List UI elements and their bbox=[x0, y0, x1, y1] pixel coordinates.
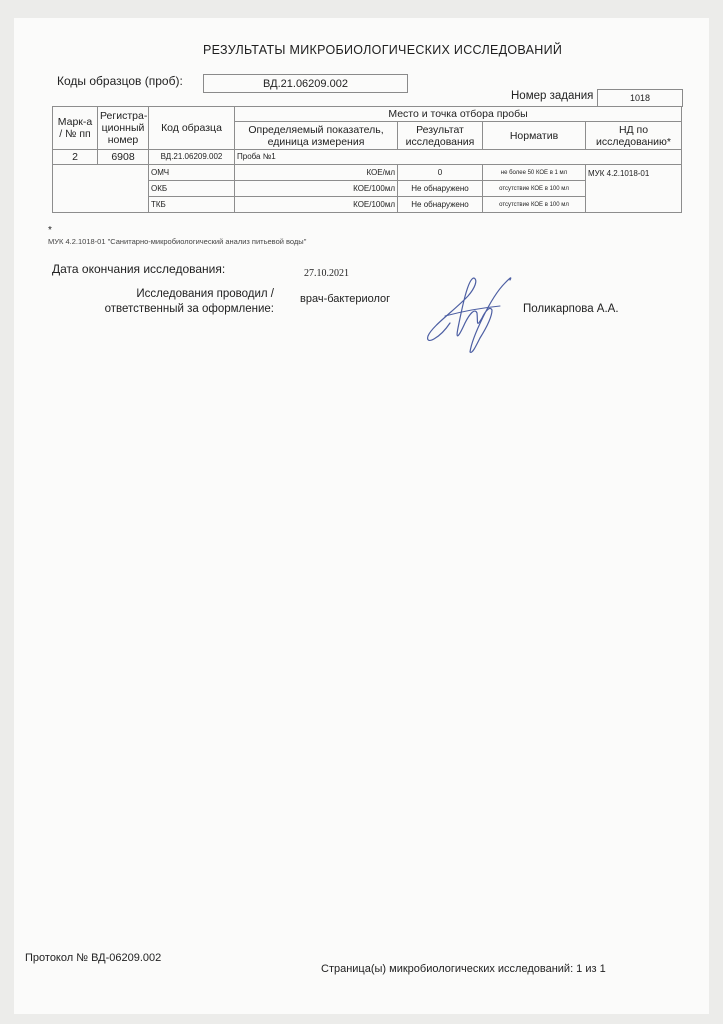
header-nd: НД по исследованию* bbox=[586, 122, 682, 150]
header-mark: Марк-а / № пп bbox=[53, 107, 98, 150]
sample-place: Проба №1 bbox=[235, 150, 682, 165]
nd-value: МУК 4.2.1018-01 bbox=[586, 165, 682, 213]
conductor-name: Поликарпова А.А. bbox=[523, 303, 619, 315]
header-sample-code: Код образца bbox=[149, 107, 235, 150]
protocol-number: Протокол № ВД-06209.002 bbox=[25, 952, 162, 964]
indicator-unit: КОЕ/мл bbox=[235, 165, 398, 181]
conductor-position: врач-бактериолог bbox=[300, 293, 391, 305]
task-number-value: 1018 bbox=[629, 93, 651, 103]
sample-codes-label: Коды образцов (проб): bbox=[57, 74, 183, 88]
indicator-norm: отсутствие КОЕ в 100 мл bbox=[483, 181, 586, 197]
sample-reg-number: 6908 bbox=[98, 150, 149, 165]
header-place: Место и точка отбора пробы bbox=[235, 107, 682, 122]
end-date-label: Дата окончания исследования: bbox=[52, 262, 226, 276]
indicator-name: ОМЧ bbox=[149, 165, 235, 181]
indicator-norm: отсутствие КОЕ в 100 мл bbox=[483, 197, 586, 213]
indicator-result: Не обнаружено bbox=[398, 197, 483, 213]
header-reg-number: Регистра-ционный номер bbox=[98, 107, 149, 150]
empty-cell bbox=[53, 165, 149, 213]
signature-image bbox=[420, 268, 520, 358]
sample-row bbox=[53, 150, 682, 165]
sample-codes-field bbox=[203, 74, 408, 93]
indicator-name: ОКБ bbox=[149, 181, 235, 197]
indicator-result: Не обнаружено bbox=[398, 181, 483, 197]
sample-code: ВД.21.06209.002 bbox=[149, 150, 235, 165]
results-table bbox=[52, 106, 682, 213]
header-norm: Норматив bbox=[483, 122, 586, 150]
conducted-by-label: Исследования проводил / ответственный за оформление: bbox=[104, 288, 274, 315]
footnote-text: МУК 4.2.1018-01 "Санитарно-микробиологический анализ питьевой воды" bbox=[48, 237, 307, 246]
indicator-name: ТКБ bbox=[149, 197, 235, 213]
indicator-result: 0 bbox=[398, 165, 483, 181]
indicator-norm: не более 50 КОЕ в 1 мл bbox=[483, 165, 586, 181]
sample-mark: 2 bbox=[53, 150, 98, 165]
indicator-unit: КОЕ/100мл bbox=[235, 181, 398, 197]
task-number-label: Номер задания bbox=[511, 90, 594, 102]
sample-codes-value: ВД.21.06209.002 bbox=[263, 77, 348, 90]
header-result: Результат исследования bbox=[398, 122, 483, 150]
document-title: РЕЗУЛЬТАТЫ МИКРОБИОЛОГИЧЕСКИХ ИССЛЕДОВАНИЙ bbox=[203, 43, 563, 57]
header-indicator: Определяемый показатель, единица измерения bbox=[235, 122, 398, 150]
footnote-marker: * bbox=[48, 225, 52, 236]
page-counter: Страница(ы) микробиологических исследований: 1 из 1 bbox=[321, 963, 606, 975]
indicator-unit: КОЕ/100мл bbox=[235, 197, 398, 213]
task-number-field bbox=[597, 89, 683, 107]
table-row bbox=[53, 165, 682, 181]
table-header-row bbox=[53, 107, 682, 122]
end-date-value: 27.10.2021 bbox=[304, 268, 349, 279]
